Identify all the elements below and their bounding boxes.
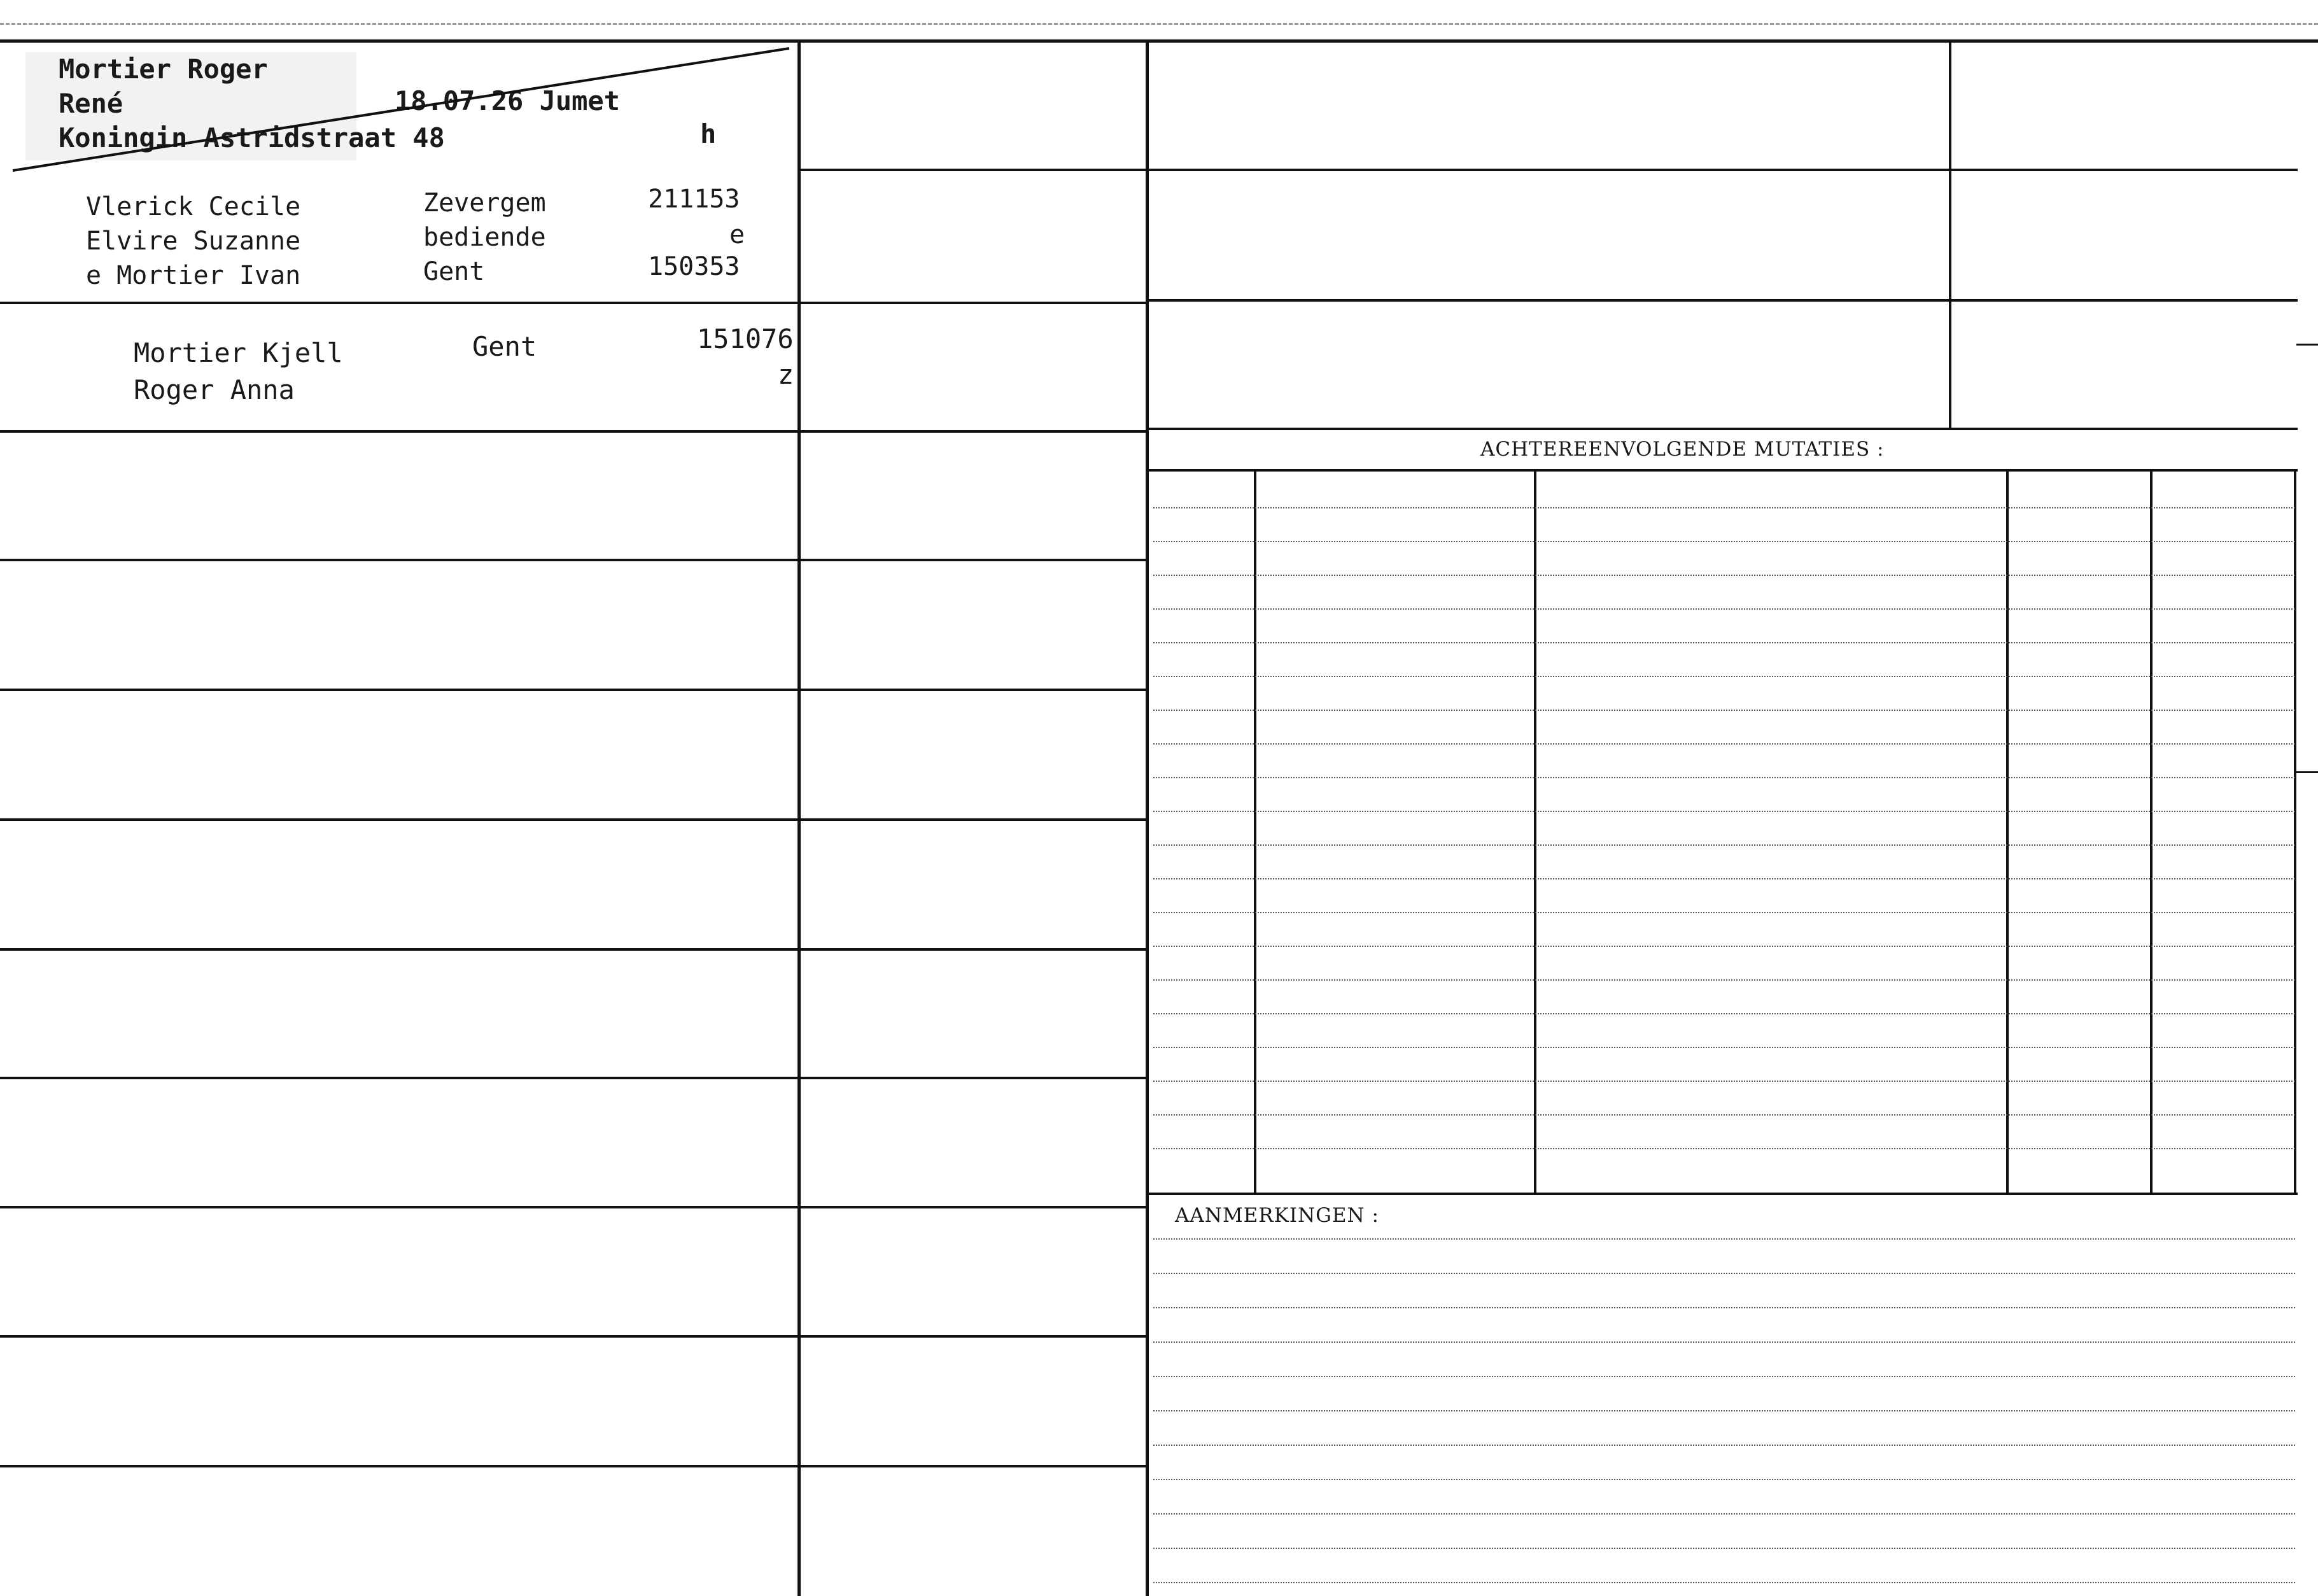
head-first-name: René: [59, 88, 123, 119]
remarks-row-line: [1153, 1410, 2295, 1411]
partner-date-marriage: 150353: [648, 252, 740, 281]
mutations-row-line: [1153, 844, 2295, 846]
partner-date-birth: 211153: [648, 185, 740, 214]
mutations-col: [1534, 472, 1536, 1193]
row-line: [1149, 169, 2298, 171]
partner-sex: e: [729, 220, 745, 249]
partner-name-line2: Elvire Suzanne: [86, 227, 301, 256]
mutations-row-line: [1153, 912, 2295, 913]
remarks-row-line: [1153, 1273, 2295, 1274]
child-place-birth: Gent: [472, 331, 537, 362]
remarks-row-line: [1153, 1307, 2295, 1308]
partner-place-marriage: Gent: [423, 257, 485, 286]
row-line: [0, 689, 1146, 691]
mutations-col: [2150, 472, 2153, 1193]
mutations-row-line: [1153, 743, 2295, 745]
row-line: [0, 818, 1146, 821]
remarks-row-line: [1153, 1548, 2295, 1549]
mutations-row-line: [1153, 777, 2295, 778]
row-line: [0, 1335, 1146, 1338]
row-line: [0, 948, 1146, 951]
child-date-birth: 151076: [697, 323, 794, 354]
row-line: [0, 1206, 1146, 1208]
partner-name-line3: e Mortier Ivan: [86, 261, 301, 290]
row-line: [801, 169, 1146, 171]
mutations-row-line: [1153, 979, 2295, 981]
mutations-row-line: [1153, 1081, 2295, 1082]
mutations-row-line: [1153, 1148, 2295, 1149]
row-line: [0, 430, 1146, 433]
mutations-row-line: [1153, 946, 2295, 947]
divider-middle: [1146, 41, 1149, 1596]
mutations-row-line: [1153, 1047, 2295, 1048]
margin-tick: [2296, 344, 2318, 346]
mutations-top: [1149, 469, 2298, 472]
row-line: [1149, 428, 2298, 430]
mutations-col: [2006, 472, 2009, 1193]
row-line: [1149, 299, 2298, 302]
head-sex: h: [700, 118, 717, 150]
head-surname: Mortier Roger: [59, 53, 268, 85]
margin-tick: [2296, 771, 2318, 773]
row-line: [0, 1465, 1146, 1467]
mutations-row-line: [1153, 811, 2295, 812]
row-line: [0, 559, 1146, 561]
remarks-row-line: [1153, 1445, 2295, 1446]
divider-right-top: [1949, 41, 1951, 428]
partner-occupation: bediende: [423, 223, 546, 252]
mutations-row-line: [1153, 642, 2295, 643]
remarks-row-line: [1153, 1341, 2295, 1343]
mutations-row-line: [1153, 575, 2295, 576]
mutations-row-line: [1153, 878, 2295, 879]
mutations-right-edge: [2294, 472, 2296, 1193]
mutations-title: ACHTEREENVOLGENDE MUTATIES :: [1480, 438, 1885, 461]
remarks-row-line: [1153, 1238, 2295, 1240]
mutations-row-line: [1153, 710, 2295, 711]
mutations-row-line: [1153, 608, 2295, 610]
remarks-title: AANMERKINGEN :: [1175, 1204, 1379, 1227]
remarks-row-line: [1153, 1582, 2295, 1583]
remarks-row-line: [1153, 1376, 2295, 1377]
mutations-row-line: [1153, 1114, 2295, 1116]
mutations-row-line: [1153, 676, 2295, 677]
mutations-row-line: [1153, 541, 2295, 542]
mutations-bottom: [1149, 1193, 2298, 1195]
child-name-line2: Roger Anna: [134, 374, 295, 405]
strike-through-line: [0, 0, 802, 178]
child-name-line1: Mortier Kjell: [134, 337, 343, 368]
row-line: [0, 302, 1146, 304]
remarks-row-line: [1153, 1479, 2295, 1480]
mutations-row-line: [1153, 507, 2295, 508]
partner-place-birth: Zevergem: [423, 188, 546, 218]
head-address: Koningin Astridstraat 48: [59, 122, 445, 153]
partner-name-line1: Vlerick Cecile: [86, 192, 301, 221]
row-line: [0, 1077, 1146, 1079]
head-birth: 18.07.26 Jumet: [395, 85, 621, 116]
mutations-col: [1254, 472, 1256, 1193]
child-sex: z: [778, 359, 794, 390]
remarks-row-line: [1153, 1513, 2295, 1515]
mutations-row-line: [1153, 1013, 2295, 1014]
